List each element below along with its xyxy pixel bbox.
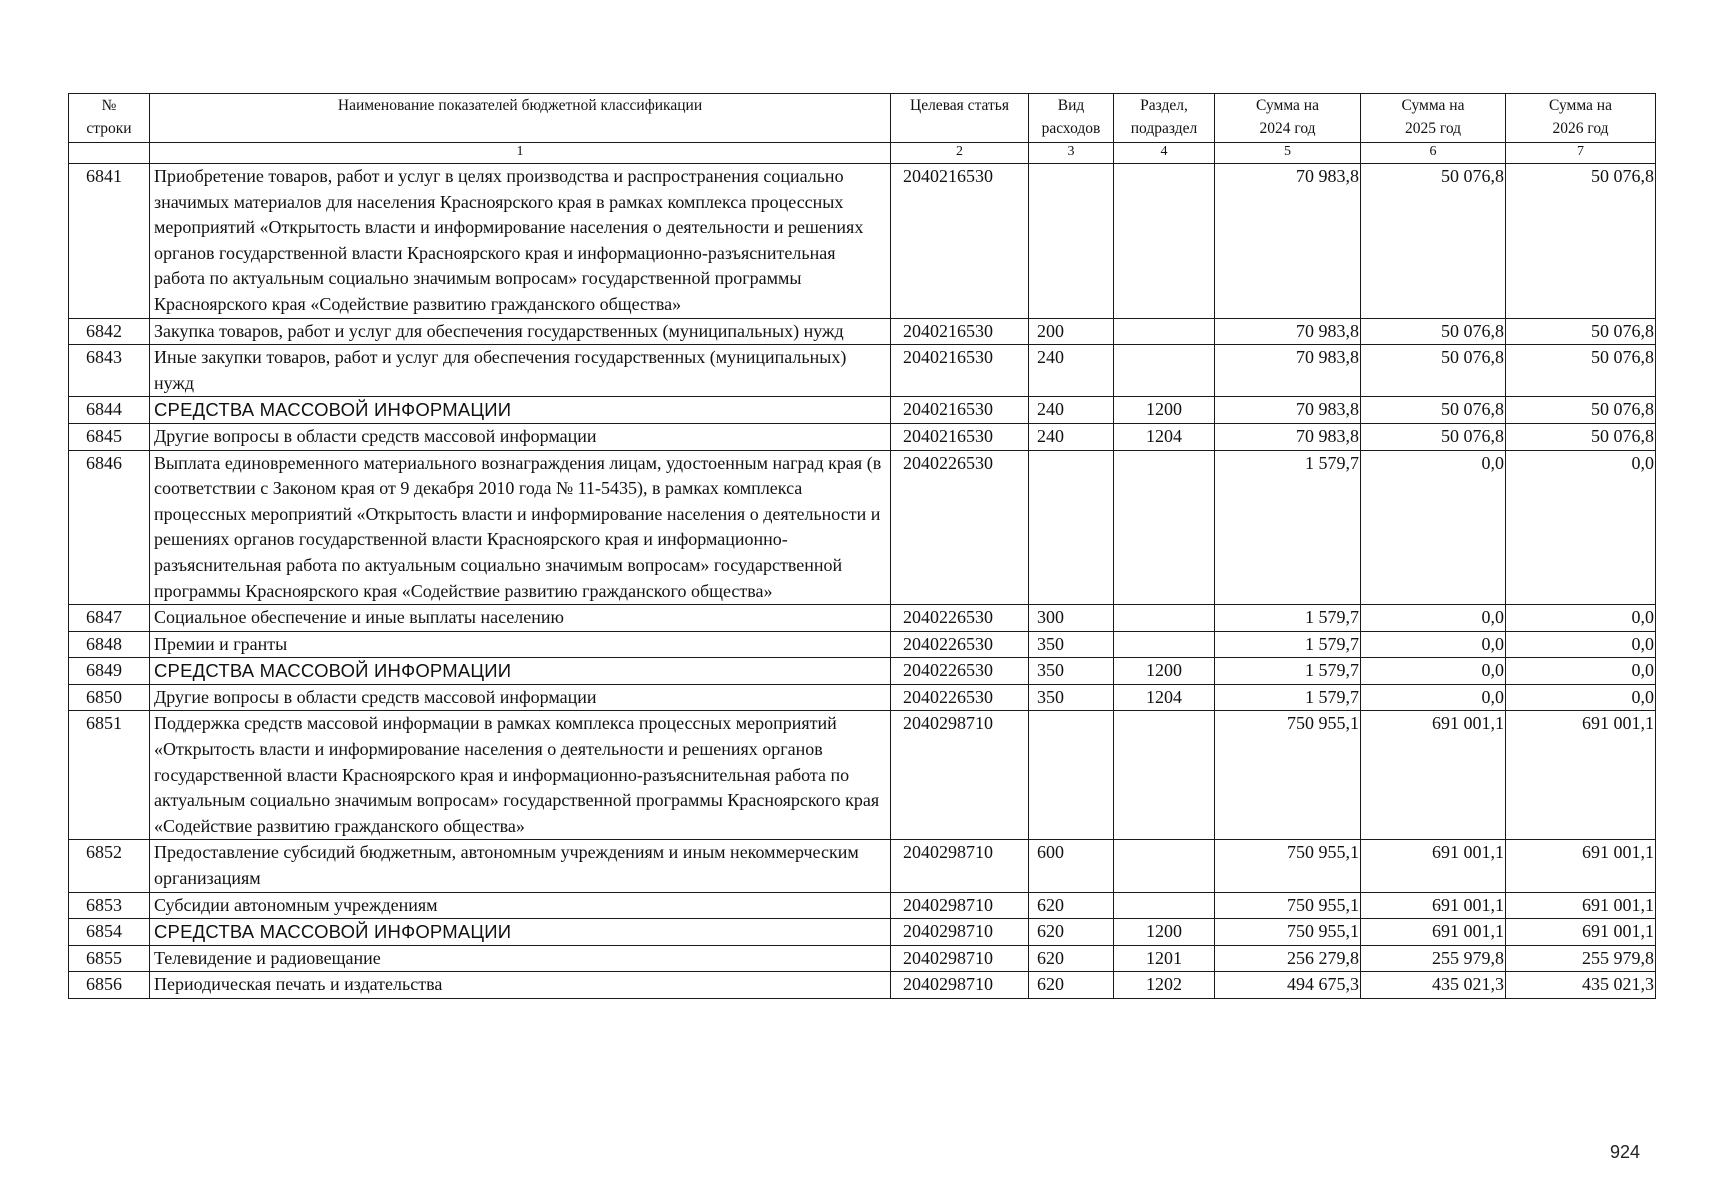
row-number-cell: 6851: [69, 711, 150, 840]
target-article-cell: 2040216530: [891, 345, 1029, 397]
row-number-cell: 6854: [69, 919, 150, 946]
target-article-cell: 2040298710: [891, 972, 1029, 999]
target-article-cell: 2040298710: [891, 711, 1029, 840]
header-expense-type: Вид расходов: [1029, 94, 1114, 143]
target-article-cell: 2040226530: [891, 605, 1029, 632]
table-row: [69, 919, 1656, 946]
target-article-cell: 2040226530: [891, 658, 1029, 685]
sum-2025-cell: 0,0: [1361, 658, 1506, 685]
sum-2025-cell: 0,0: [1361, 631, 1506, 658]
row-number-cell: 6849: [69, 658, 150, 685]
table-row: [69, 892, 1656, 919]
column-index: 3: [1029, 143, 1114, 164]
indicator-name-cell: Приобретение товаров, работ и услуг в целях производства и распространения социально значимых материалов для населения Красноярского края в рамках комплекса процессных мероприятий «Открытость власти и информирование населения о деятельности и решениях органов государственной власти Красноярского края и информационно-разъяснительная работа по актуальным социально значимым вопросам» государственной программы Красноярского края «Содействие развитию гражданского общества»: [150, 164, 891, 319]
section-cell: [1114, 345, 1215, 397]
row-number-cell: 6842: [69, 318, 150, 345]
table-row: [69, 658, 1656, 685]
table-row: [69, 711, 1656, 840]
row-number-cell: 6846: [69, 450, 150, 605]
sum-2025-cell: 435 021,3: [1361, 972, 1506, 999]
row-number-cell: 6856: [69, 972, 150, 999]
column-index: [69, 143, 150, 164]
sum-2024-cell: 70 983,8: [1215, 345, 1361, 397]
sum-2025-cell: 50 076,8: [1361, 318, 1506, 345]
indicator-name-cell: Премии и гранты: [150, 631, 891, 658]
indicator-name-cell: Периодическая печать и издательства: [150, 972, 891, 999]
indicator-name-cell: Выплата единовременного материального вознаграждения лицам, удостоенным наград края (в соответствии с Законом края от 9 декабря 2010 года № 11-5435), в рамках комплекса процессных мероприятий «Открытость власти и информирование населения о деятельности и решениях органов государственной власти Красноярского края и информационно-разъяснительная работа по актуальным социально значимым вопросам» государственной программы Красноярского края «Содействие развитию гражданского общества»: [150, 450, 891, 605]
table-row: [69, 684, 1656, 711]
sum-2024-cell: 70 983,8: [1215, 318, 1361, 345]
section-cell: [1114, 711, 1215, 840]
target-article-cell: 2040216530: [891, 423, 1029, 450]
sum-2026-cell: 50 076,8: [1506, 345, 1656, 397]
target-article-cell: 2040298710: [891, 919, 1029, 946]
sum-2025-cell: 691 001,1: [1361, 711, 1506, 840]
sum-2026-cell: 50 076,8: [1506, 164, 1656, 319]
sum-2026-cell: 50 076,8: [1506, 397, 1656, 424]
row-number-cell: 6844: [69, 397, 150, 424]
row-number-cell: 6843: [69, 345, 150, 397]
section-cell: [1114, 631, 1215, 658]
indicator-name-cell: Иные закупки товаров, работ и услуг для обеспечения государственных (муниципальных) нужд: [150, 345, 891, 397]
indicator-name-cell: Закупка товаров, работ и услуг для обеспечения государственных (муниципальных) нужд: [150, 318, 891, 345]
header-indicator-name: Наименование показателей бюджетной классификации: [150, 94, 891, 143]
section-cell: [1114, 892, 1215, 919]
indicator-name-cell: Поддержка средств массовой информации в рамках комплекса процессных мероприятий «Открытость власти и информирование населения о деятельности и решениях органов государственной власти Красноярского края и информационно-разъяснительная работа по актуальным социально значимым вопросам» государственной программы Красноярского края «Содействие развитию гражданского общества»: [150, 711, 891, 840]
section-cell: 1200: [1114, 658, 1215, 685]
page-number: 924: [1609, 1142, 1640, 1162]
indicator-name-cell: СРЕДСТВА МАССОВОЙ ИНФОРМАЦИИ: [150, 658, 891, 685]
header-target-article: Целевая статья: [891, 94, 1029, 143]
sum-2026-cell: 0,0: [1506, 605, 1656, 632]
budget-table: [68, 93, 1656, 999]
expense-type-cell: 350: [1029, 684, 1114, 711]
table-row: [69, 423, 1656, 450]
row-number-cell: 6845: [69, 423, 150, 450]
target-article-cell: 2040216530: [891, 397, 1029, 424]
column-index: 1: [150, 143, 891, 164]
row-number-cell: 6852: [69, 840, 150, 892]
sum-2024-cell: 1 579,7: [1215, 605, 1361, 632]
table-row: [69, 397, 1656, 424]
section-cell: [1114, 318, 1215, 345]
header-section: Раздел, подраздел: [1114, 94, 1215, 143]
sum-2025-cell: 691 001,1: [1361, 919, 1506, 946]
expense-type-cell: 300: [1029, 605, 1114, 632]
table-header-row: [69, 94, 1656, 143]
expense-type-cell: 350: [1029, 658, 1114, 685]
sum-2025-cell: 50 076,8: [1361, 397, 1506, 424]
sum-2026-cell: 255 979,8: [1506, 945, 1656, 972]
target-article-cell: 2040298710: [891, 840, 1029, 892]
column-index: 5: [1215, 143, 1361, 164]
target-article-cell: 2040216530: [891, 164, 1029, 319]
indicator-name-cell: Другие вопросы в области средств массовой информации: [150, 423, 891, 450]
sum-2025-cell: 691 001,1: [1361, 840, 1506, 892]
table-row: [69, 164, 1656, 319]
sum-2026-cell: 0,0: [1506, 450, 1656, 605]
expense-type-cell: [1029, 711, 1114, 840]
section-cell: [1114, 840, 1215, 892]
sum-2024-cell: 494 675,3: [1215, 972, 1361, 999]
sum-2026-cell: 50 076,8: [1506, 423, 1656, 450]
table-row: [69, 605, 1656, 632]
target-article-cell: 2040216530: [891, 318, 1029, 345]
sum-2026-cell: 691 001,1: [1506, 711, 1656, 840]
table-row: [69, 318, 1656, 345]
sum-2025-cell: 0,0: [1361, 450, 1506, 605]
table-row: [69, 631, 1656, 658]
indicator-name-cell: Субсидии автономным учреждениям: [150, 892, 891, 919]
expense-type-cell: 620: [1029, 919, 1114, 946]
sum-2025-cell: 50 076,8: [1361, 345, 1506, 397]
expense-type-cell: 200: [1029, 318, 1114, 345]
sum-2024-cell: 1 579,7: [1215, 631, 1361, 658]
expense-type-cell: [1029, 450, 1114, 605]
sum-2025-cell: 0,0: [1361, 605, 1506, 632]
sum-2024-cell: 70 983,8: [1215, 397, 1361, 424]
expense-type-cell: 600: [1029, 840, 1114, 892]
header-sum-2025: Сумма на 2025 год: [1361, 94, 1506, 143]
column-index: 4: [1114, 143, 1215, 164]
sum-2025-cell: 691 001,1: [1361, 892, 1506, 919]
section-cell: [1114, 605, 1215, 632]
sum-2024-cell: 1 579,7: [1215, 684, 1361, 711]
sum-2024-cell: 750 955,1: [1215, 919, 1361, 946]
sum-2025-cell: 50 076,8: [1361, 423, 1506, 450]
sum-2025-cell: 0,0: [1361, 684, 1506, 711]
sum-2024-cell: 256 279,8: [1215, 945, 1361, 972]
section-cell: [1114, 450, 1215, 605]
row-number-cell: 6855: [69, 945, 150, 972]
section-cell: [1114, 164, 1215, 319]
target-article-cell: 2040298710: [891, 945, 1029, 972]
row-number-cell: 6853: [69, 892, 150, 919]
expense-type-cell: 620: [1029, 892, 1114, 919]
section-cell: 1204: [1114, 423, 1215, 450]
expense-type-cell: 350: [1029, 631, 1114, 658]
indicator-name-cell: СРЕДСТВА МАССОВОЙ ИНФОРМАЦИИ: [150, 919, 891, 946]
target-article-cell: 2040226530: [891, 450, 1029, 605]
expense-type-cell: 620: [1029, 972, 1114, 999]
column-index: 2: [891, 143, 1029, 164]
section-cell: 1204: [1114, 684, 1215, 711]
target-article-cell: 2040298710: [891, 892, 1029, 919]
section-cell: 1200: [1114, 919, 1215, 946]
sum-2026-cell: 0,0: [1506, 658, 1656, 685]
expense-type-cell: 240: [1029, 423, 1114, 450]
row-number-cell: 6841: [69, 164, 150, 319]
expense-type-cell: [1029, 164, 1114, 319]
table-row: [69, 945, 1656, 972]
indicator-name-cell: СРЕДСТВА МАССОВОЙ ИНФОРМАЦИИ: [150, 397, 891, 424]
table-row: [69, 345, 1656, 397]
sum-2024-cell: 750 955,1: [1215, 840, 1361, 892]
sum-2026-cell: 0,0: [1506, 684, 1656, 711]
sum-2025-cell: 255 979,8: [1361, 945, 1506, 972]
header-sum-2026: Сумма на 2026 год: [1506, 94, 1656, 143]
expense-type-cell: 240: [1029, 397, 1114, 424]
sum-2024-cell: 1 579,7: [1215, 450, 1361, 605]
indicator-name-cell: Социальное обеспечение и иные выплаты населению: [150, 605, 891, 632]
table-body: [69, 164, 1656, 999]
row-number-cell: 6850: [69, 684, 150, 711]
target-article-cell: 2040226530: [891, 684, 1029, 711]
table-row: [69, 840, 1656, 892]
sum-2026-cell: 50 076,8: [1506, 318, 1656, 345]
section-cell: 1200: [1114, 397, 1215, 424]
header-row-number: № строки: [69, 94, 150, 143]
header-sum-2024: Сумма на 2024 год: [1215, 94, 1361, 143]
column-index-row: [69, 143, 1656, 164]
sum-2026-cell: 435 021,3: [1506, 972, 1656, 999]
sum-2024-cell: 750 955,1: [1215, 892, 1361, 919]
sum-2024-cell: 750 955,1: [1215, 711, 1361, 840]
row-number-cell: 6848: [69, 631, 150, 658]
indicator-name-cell: Предоставление субсидий бюджетным, автономным учреждениям и иным некоммерческим организациям: [150, 840, 891, 892]
target-article-cell: 2040226530: [891, 631, 1029, 658]
indicator-name-cell: Другие вопросы в области средств массовой информации: [150, 684, 891, 711]
section-cell: 1202: [1114, 972, 1215, 999]
section-cell: 1201: [1114, 945, 1215, 972]
expense-type-cell: 240: [1029, 345, 1114, 397]
indicator-name-cell: Телевидение и радиовещание: [150, 945, 891, 972]
sum-2026-cell: 691 001,1: [1506, 840, 1656, 892]
sum-2025-cell: 50 076,8: [1361, 164, 1506, 319]
row-number-cell: 6847: [69, 605, 150, 632]
table-row: [69, 450, 1656, 605]
sum-2026-cell: 0,0: [1506, 631, 1656, 658]
column-index: 6: [1361, 143, 1506, 164]
expense-type-cell: 620: [1029, 945, 1114, 972]
sum-2026-cell: 691 001,1: [1506, 919, 1656, 946]
column-index: 7: [1506, 143, 1656, 164]
sum-2026-cell: 691 001,1: [1506, 892, 1656, 919]
sum-2024-cell: 70 983,8: [1215, 164, 1361, 319]
sum-2024-cell: 1 579,7: [1215, 658, 1361, 685]
sum-2024-cell: 70 983,8: [1215, 423, 1361, 450]
table-row: [69, 972, 1656, 999]
